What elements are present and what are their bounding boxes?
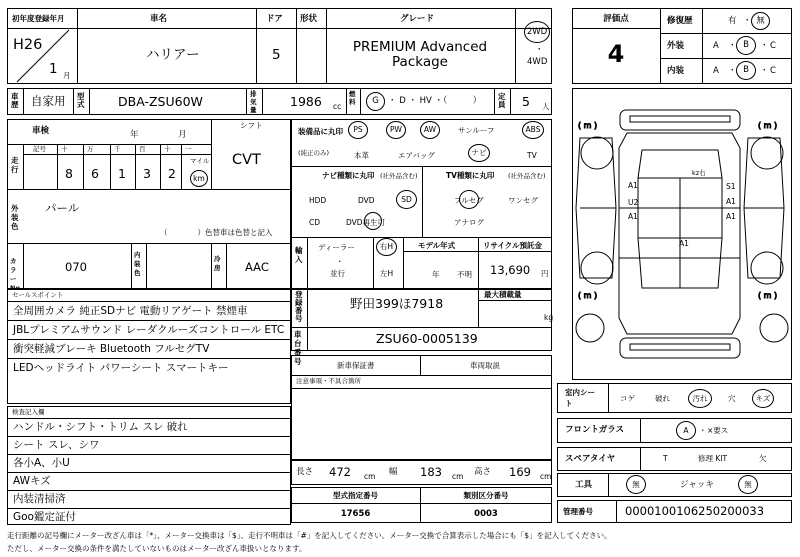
grade-label: グレード <box>400 14 435 24</box>
first-reg-month: 1 <box>49 61 58 77</box>
drive-2wd: 2WD <box>524 21 550 43</box>
grade-line1: PREMIUM Advanced <box>352 39 488 55</box>
length: 472 <box>329 465 351 479</box>
car-body-diagram <box>572 88 792 380</box>
first-reg-year: H26 <box>13 37 43 53</box>
diagram-label: S1 <box>726 182 736 191</box>
sales-point-line: 全周囲カメラ 純正SDナビ 電動リアゲート 禁煙車 <box>13 305 248 317</box>
displacement: 1986 <box>290 94 322 109</box>
capacity: 5 <box>522 94 530 109</box>
mileage-digit: 8 <box>65 166 73 181</box>
mileage-unit-label: 百 <box>139 145 146 153</box>
height: 169 <box>509 465 531 479</box>
diagram-label: A1 <box>726 212 736 221</box>
class-number: 0003 <box>474 509 498 519</box>
diagram-label: A1 <box>628 181 638 190</box>
grade-line2: Package <box>392 54 448 70</box>
diagram-label: A1 <box>679 239 689 248</box>
mileage-unit-label: 十 <box>164 145 171 153</box>
svg-text:( m ): ( m ) <box>578 291 598 300</box>
diagram-label: U2 <box>628 198 639 207</box>
usage: 自家用 <box>31 94 66 108</box>
diagram-extra: kz右 <box>692 169 706 177</box>
inspector-note-line: AWキズ <box>13 475 51 487</box>
inspector-note-line: シート スレ、シワ <box>13 439 100 451</box>
mileage-unit-label: 十 <box>61 145 68 153</box>
equip-pw: PW <box>386 121 406 139</box>
equip-navi: ナビ <box>468 144 490 162</box>
footer-note-1: 走行距離の記号欄にメーター改ざん車は「*」、メーター交換車は「$」、走行不明車は「#」を記入してください。メーター交換で合算表示した場合にも「$」を記入してください。 <box>7 531 612 540</box>
mileage-unit-km: km <box>190 170 208 187</box>
inspector-note-line: 各小A、小U <box>13 457 70 469</box>
door-count: 5 <box>272 47 281 63</box>
inspector-note-line: ハンドル・シフト・トリム スレ 破れ <box>13 421 188 433</box>
svg-text:( m ): ( m ) <box>578 121 598 130</box>
type-designation: 17656 <box>340 509 371 519</box>
exterior-color: パール <box>45 201 80 215</box>
width: 183 <box>420 465 442 479</box>
mileage-unit-label: 万 <box>87 145 94 153</box>
chassis-number: ZSU60-0005139 <box>376 331 478 346</box>
aircon-type: AAC <box>245 260 269 274</box>
tv-fullseg-mark <box>459 190 479 209</box>
notes-block <box>291 355 552 460</box>
jack-none: 無 <box>738 475 758 494</box>
model-code: DBA-ZSU60W <box>118 94 203 109</box>
equip-ps: PS <box>348 121 368 139</box>
interior-scratch: キズ <box>752 389 774 408</box>
mileage-digit: 6 <box>91 166 99 181</box>
mileage-unit-label: 一 <box>185 145 192 153</box>
steering-right: 右H <box>376 238 397 256</box>
interior-stain: 汚れ <box>688 389 712 408</box>
mileage-unit-label: 千 <box>114 145 121 153</box>
diagram-label: A1 <box>628 212 638 221</box>
sales-point-line: JBLプレミアムサウンド レーダクルーズコントロール ETC <box>13 324 285 336</box>
color-number: 070 <box>65 260 87 274</box>
car-name: ハリアー <box>146 47 200 63</box>
svg-text:( m ): ( m ) <box>758 291 778 300</box>
recycle-fee: 13,690 <box>490 263 531 277</box>
equip-aw: AW <box>420 121 440 139</box>
svg-text:( m ): ( m ) <box>758 121 778 130</box>
diagram-label: A1 <box>726 197 736 206</box>
fuel-gasoline: G <box>366 92 385 111</box>
tools-none: 無 <box>626 475 646 494</box>
exterior-grade: B <box>736 36 756 55</box>
navi-dvd-play-mark <box>364 212 382 230</box>
inspector-note-line: 内装清掃済 <box>13 493 66 505</box>
mileage-digit: 1 <box>118 166 126 181</box>
mileage-digit: 3 <box>143 166 151 181</box>
inspector-note-line: Goo鑑定証付 <box>13 511 76 523</box>
shape-label: 形状 <box>300 14 318 24</box>
first-reg-label: 初年度登録年月 <box>12 14 65 23</box>
equip-abs: ABS <box>522 121 544 139</box>
drive-4wd: 4WD <box>527 57 548 67</box>
mileage-digit: 2 <box>168 166 176 181</box>
interior-grade: B <box>736 61 756 80</box>
registration-number: 野田399ほ7918 <box>350 296 444 311</box>
sales-point-line: 衝突軽減ブレーキ Bluetooth フルセグTV <box>13 343 210 355</box>
windshield-grade: A <box>676 421 696 440</box>
repair-none: 無 <box>751 12 770 30</box>
shift-type: CVT <box>232 152 261 168</box>
car-name-label: 車名 <box>150 14 168 24</box>
sales-point-line: LEDヘッドライト パワーシート スマートキー <box>13 362 229 374</box>
evaluation-score: 4 <box>607 40 625 68</box>
navi-sd: SD <box>396 190 417 209</box>
management-number: 0000100106250200033 <box>625 504 765 518</box>
door-label: ドア <box>266 14 283 24</box>
footer-note-2: ただし、メーター交換の条件を満たしていないものはメーター改ざん車扱いとなります。 <box>7 544 307 553</box>
